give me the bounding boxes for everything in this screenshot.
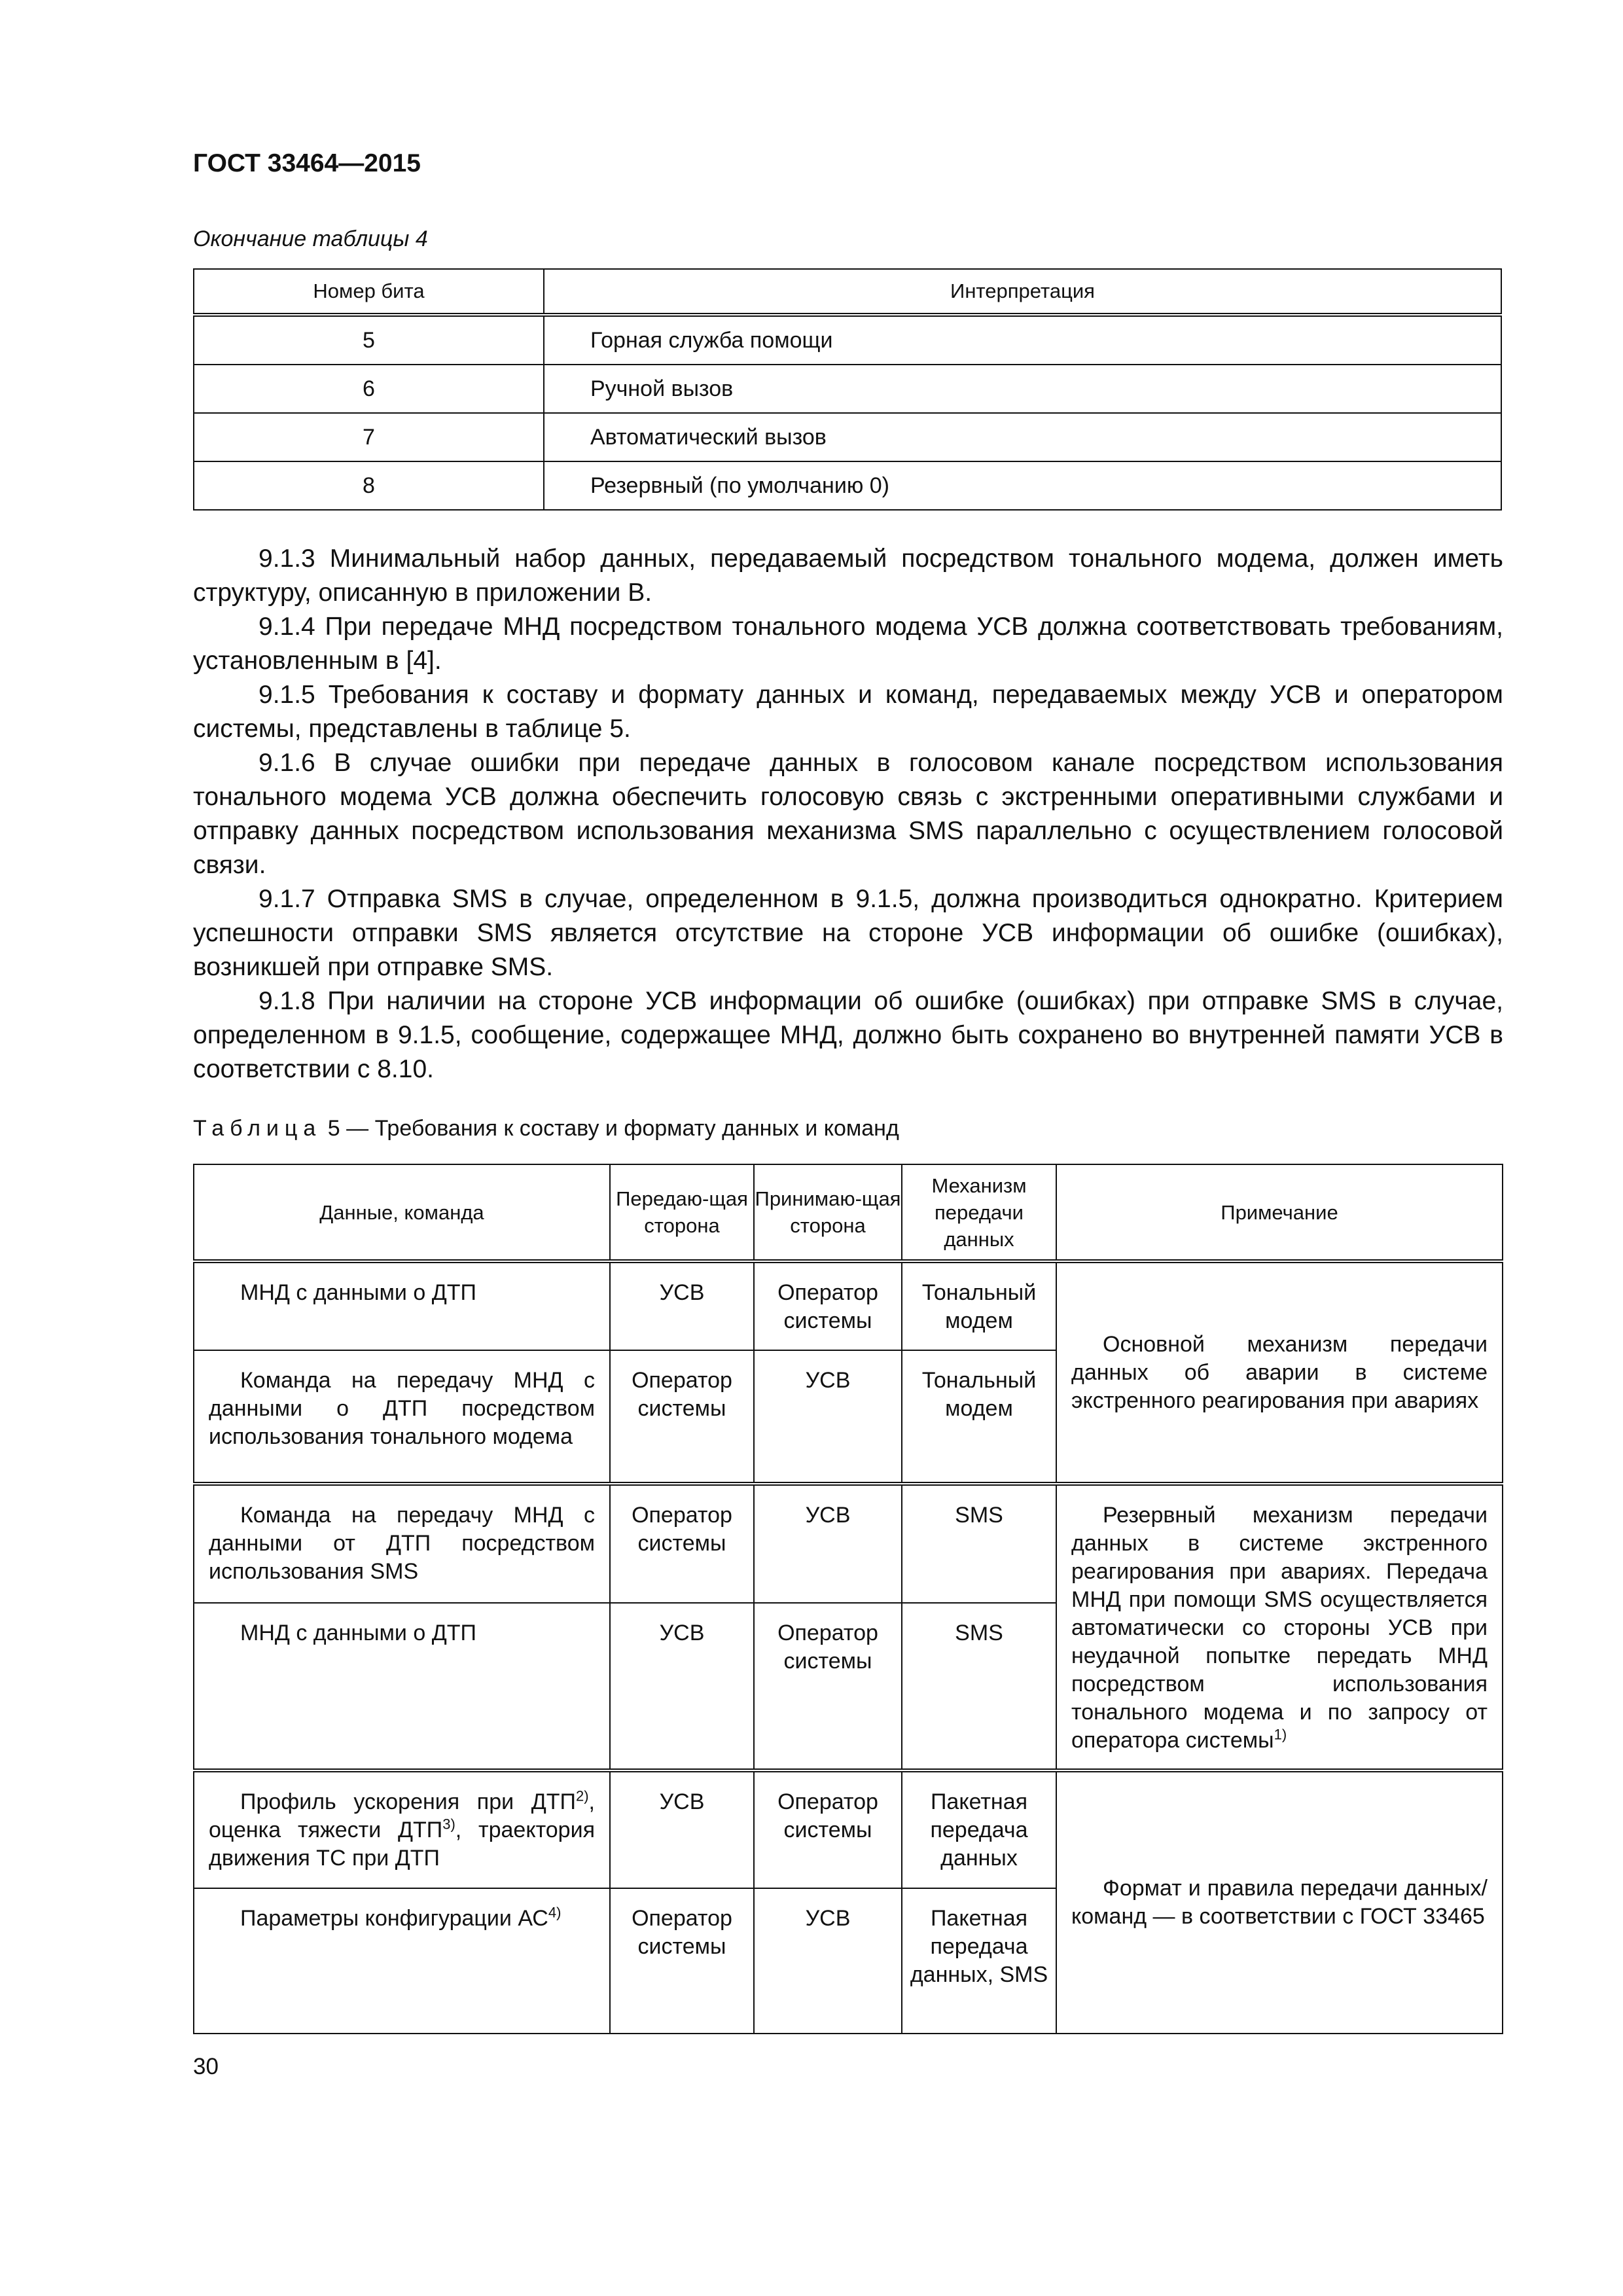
paragraph-9-1-5: 9.1.5 Требования к составу и формату данных и команд, передаваемых между УСВ и оператором системы, представлены в таблице 5. xyxy=(193,681,1503,743)
receiver-cell: УСВ xyxy=(754,1484,902,1603)
bit-interpretation: Ручной вызов xyxy=(544,365,1501,413)
mechanism-cell: SMS xyxy=(902,1484,1056,1603)
data-cell: Профиль ускорения при ДТП$^{2)}$, оценка тяжести ДТП$^{3)}$, траектория движения ТС при ДТП xyxy=(194,1770,610,1888)
table5-col-note: Примечание xyxy=(1056,1164,1503,1261)
sender-cell: УСВ xyxy=(610,1603,754,1770)
table5 xyxy=(193,1164,1503,2034)
mechanism-cell: SMS xyxy=(902,1603,1056,1770)
table5-col-mechanism: Механизм передачи данных xyxy=(902,1164,1056,1261)
table-row xyxy=(194,413,1501,461)
page-number: 30 xyxy=(193,2054,219,2079)
sender-cell: Оператор системы xyxy=(610,1888,754,2034)
bit-number: 5 xyxy=(194,315,544,365)
table5-col-data: Данные, команда xyxy=(194,1164,610,1261)
paragraph-9-1-8: 9.1.8 При наличии на стороне УСВ информации об ошибке (ошибках) при отправке SMS в случае, определенном в 9.1.5, сообщение, содержащее МНД, должно быть сохранено во внутренней памяти УСВ в соответствии с 8.10. xyxy=(193,987,1503,1083)
data-cell: МНД с данными о ДТП xyxy=(194,1603,610,1770)
receiver-cell: Оператор системы xyxy=(754,1261,902,1350)
table5-header-row xyxy=(194,1164,1503,1261)
data-cell: Команда на передачу МНД с данными от ДТП посредством использования SMS xyxy=(194,1484,610,1603)
sender-cell: Оператор системы xyxy=(610,1350,754,1484)
receiver-cell: УСВ xyxy=(754,1350,902,1484)
receiver-cell: УСВ xyxy=(754,1888,902,2034)
sender-cell: Оператор системы xyxy=(610,1484,754,1603)
table-row xyxy=(194,365,1501,413)
bit-interpretation: Резервный (по умолчанию 0) xyxy=(544,461,1501,510)
note-cell: Основной механизм передачи данных об аварии в системе экстренного реагирования при авариях xyxy=(1056,1261,1503,1484)
table5-col-sender: Передаю-щая сторона xyxy=(610,1164,754,1261)
table4-caption: Окончание таблицы 4 xyxy=(193,226,428,251)
sender-cell: УСВ xyxy=(610,1261,754,1350)
bit-number: 7 xyxy=(194,413,544,461)
table-row xyxy=(194,461,1501,510)
table5-caption xyxy=(193,1116,899,1141)
paragraph-9-1-6: 9.1.6 В случае ошибки при передаче данных в голосовом канале посредством использования тонального модема УСВ должна обеспечить голосовую связь с экстренными оперативными службами и отправку данных посредством использования механизма SMS параллельно с осуществлением голосовой связи. xyxy=(193,749,1503,879)
paragraph-9-1-7: 9.1.7 Отправка SMS в случае, определенном в 9.1.5, должна производиться однократно. Критерием успешности отправки SMS является отсутствие на стороне УСВ информации об ошибке (ошибках), возникшей при отправке SMS. xyxy=(193,885,1503,981)
data-cell: Команда на передачу МНД с данными о ДТП посредством использования тонального модема xyxy=(194,1350,610,1484)
table4-col-bit: Номер бита xyxy=(194,269,544,315)
bit-number: 8 xyxy=(194,461,544,510)
table-row xyxy=(194,1261,1503,1350)
table-row xyxy=(194,1484,1503,1603)
note-cell: Резервный механизм передачи данных в системе экстренного реагирования при авариях. Передача МНД при помощи SMS осуществляется автоматически со стороны УСВ при неудачной попытке передать МНД посредством использования тонального модема и по запросу от оператора системы$^{1)}$ xyxy=(1056,1484,1503,1770)
table5-caption-label: Таблица xyxy=(193,1116,322,1141)
table4-col-interpretation: Интерпретация xyxy=(544,269,1501,315)
data-cell: МНД с данными о ДТП xyxy=(194,1261,610,1350)
table-row xyxy=(194,1770,1503,1888)
mechanism-cell: Тональный модем xyxy=(902,1261,1056,1350)
table4-header-row xyxy=(194,269,1501,315)
bit-interpretation: Автоматический вызов xyxy=(544,413,1501,461)
bit-interpretation: Горная служба помощи xyxy=(544,315,1501,365)
body-text xyxy=(193,542,1503,1086)
sender-cell: УСВ xyxy=(610,1770,754,1888)
mechanism-cell: Тональный модем xyxy=(902,1350,1056,1484)
paragraph-9-1-3: 9.1.3 Минимальный набор данных, передаваемый посредством тонального модема, должен иметь структуру, описанную в приложении В. xyxy=(193,545,1503,607)
mechanism-cell: Пакетная передача данных, SMS xyxy=(902,1888,1056,2034)
table4 xyxy=(193,268,1502,511)
table5-caption-text: 5 — Требования к составу и формату данных и команд xyxy=(327,1116,899,1141)
table-row xyxy=(194,315,1501,365)
note-cell: Формат и правила передачи данных/команд — в соответствии с ГОСТ 33465 xyxy=(1056,1770,1503,2034)
document-header: ГОСТ 33464—2015 xyxy=(193,149,421,177)
receiver-cell: Оператор системы xyxy=(754,1770,902,1888)
receiver-cell: Оператор системы xyxy=(754,1603,902,1770)
paragraph-9-1-4: 9.1.4 При передаче МНД посредством тонального модема УСВ должна соответствовать требованиям, установленным в [4]. xyxy=(193,613,1503,675)
bit-number: 6 xyxy=(194,365,544,413)
mechanism-cell: Пакетная передача данных xyxy=(902,1770,1056,1888)
data-cell: Параметры конфигурации АС$^{4)}$ xyxy=(194,1888,610,2034)
table5-col-receiver: Принимаю-щая сторона xyxy=(754,1164,902,1261)
